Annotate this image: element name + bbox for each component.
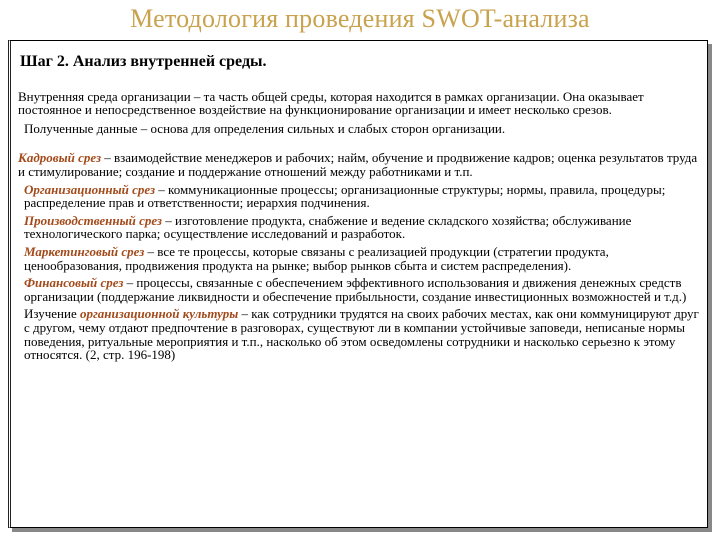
slice-name: Финансовый срез bbox=[24, 275, 124, 291]
slice-name: Маркетинговый срез bbox=[24, 243, 145, 259]
slice-text: – процессы, связанные с обеспечением эффективного использования и движения денежных средств организации (поддержание ликвидности и обеспечение прибыльности, создание инвестиционных возможностей и т.д.) bbox=[24, 275, 687, 304]
culture-paragraph bbox=[18, 307, 706, 361]
slice-text: – изготовление продукта, снабжение и ведение складского хозяйства; обслуживание технологического парка; осуществление исследований и разработок. bbox=[24, 212, 632, 242]
intro-paragraph: Внутренняя среда организации – та часть общей среды, которая находится в рамках организации. Она оказывает постоянное и непосредственное воздействие на функционирование организации и имеет несколько срезов. bbox=[18, 88, 644, 118]
slice-name: Производственный срез bbox=[24, 212, 163, 228]
data-basis-paragraph: Полученные данные – основа для определения сильных и слабых сторон организации. bbox=[24, 120, 506, 136]
slice-hr bbox=[18, 151, 706, 178]
slice-name: Организационный срез bbox=[24, 181, 156, 197]
culture-prefix: Изучение bbox=[24, 306, 80, 322]
slice-org bbox=[18, 183, 706, 210]
slice-name: Кадровый срез bbox=[18, 150, 102, 166]
step-heading: Шаг 2. Анализ внутренней среды. bbox=[20, 53, 267, 70]
culture-term: организационной культуры bbox=[80, 306, 239, 322]
slice-text: – взаимодействие менеджеров и рабочих; найм, обучение и продвижение кадров; оценка результатов труда и стимулирование; создание и поддержание отношений между работниками и т.п. bbox=[18, 150, 698, 179]
slice-production bbox=[18, 214, 706, 241]
panel-content bbox=[18, 55, 706, 362]
slice-text: – коммуникационные процессы; организационные структуры; нормы, правила, процедуры; распределение прав и ответственности; иерархия подчинения. bbox=[24, 181, 666, 211]
slide-title: Методология проведения SWOT-анализа bbox=[130, 4, 590, 33]
culture-text: – как сотрудники трудятся на своих рабочих местах, как они коммуницируют друг с другом, чему отдают предпочтение в разговорах, существуют ли в компании устойчивые заповеди, неписаные нормы поведения, ритуальные мероприятия и т.п., насколько об этом осведомлены сотрудники и насколько серьезно к этому относятся. (2, стр. 196-198) bbox=[24, 306, 699, 363]
content-panel bbox=[8, 40, 708, 528]
slice-finance bbox=[18, 276, 706, 303]
slice-marketing bbox=[18, 245, 706, 272]
slice-text: – все те процессы, которые связаны с реализацией продукции (стратегии продукта, ценообразования, продвижения продукта на рынке; выбор рынков сбыта и систем распределения). bbox=[24, 243, 609, 273]
